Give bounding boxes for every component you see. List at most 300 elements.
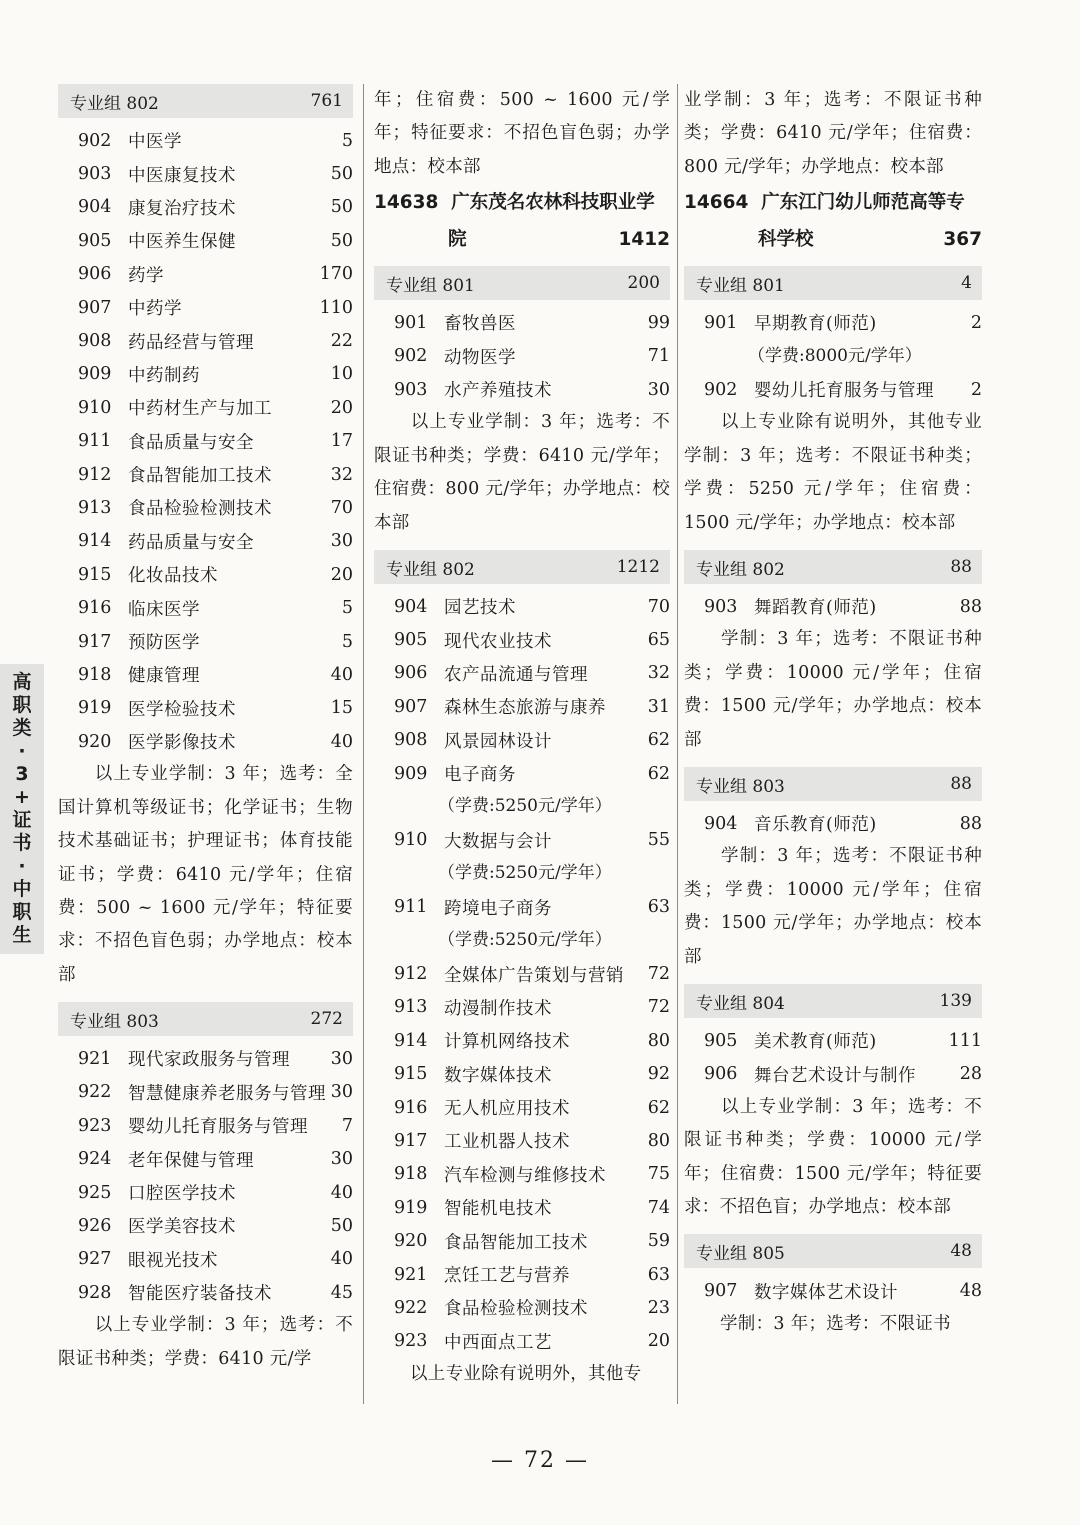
column-3	[684, 84, 982, 1341]
major-name: 动物医学	[444, 347, 516, 368]
major-row	[374, 1158, 670, 1191]
major-quota: 45	[330, 1282, 353, 1303]
major-code: 902	[394, 346, 428, 367]
major-row	[684, 807, 982, 840]
major-quota: 30	[330, 1149, 353, 1170]
major-row	[374, 590, 670, 623]
major-quota: 50	[330, 197, 353, 218]
major-name: 中西面点工艺	[444, 1332, 552, 1353]
major-quota: 80	[647, 1130, 670, 1151]
major-name: 园艺技术	[444, 598, 516, 619]
note-text: 以上专业学制：3 年；选考：不限证书种类；学费：6410 元/学年；住宿费：800 元/学年；办学地点：校本部	[374, 412, 670, 533]
major-quota: 48	[959, 1281, 982, 1302]
school-quota: 1412	[618, 229, 670, 251]
major-row	[374, 1224, 670, 1257]
major-name: 预防医学	[128, 633, 200, 654]
group-label: 专业组 802	[696, 559, 785, 580]
major-name: 医学美容技术	[128, 1217, 236, 1238]
major-quota: 5	[341, 631, 353, 652]
major-quota: 22	[330, 331, 353, 352]
major-quota: 110	[319, 297, 353, 318]
major-code: 922	[394, 1297, 428, 1318]
major-name: 美术教育(师范)	[754, 1032, 877, 1053]
major-name: 动漫制作技术	[444, 998, 552, 1019]
major-quota: 40	[330, 731, 353, 752]
side-tab-char: 职	[12, 694, 32, 716]
major-name: 食品质量与安全	[128, 432, 254, 453]
side-tab-char: ·	[18, 855, 26, 877]
major-row	[58, 558, 353, 591]
major-quota: 32	[330, 464, 353, 485]
major-row	[374, 757, 670, 790]
major-row	[58, 124, 353, 157]
major-quota: 28	[959, 1064, 982, 1085]
major-list-801	[374, 306, 670, 406]
major-code: 914	[78, 531, 112, 552]
major-name: 中医学	[128, 132, 182, 153]
group-label: 专业组 803	[70, 1011, 159, 1032]
major-name: 舞蹈教育(师范)	[754, 598, 877, 619]
major-row	[684, 306, 982, 339]
major-quota: 15	[330, 698, 353, 719]
major-list-804	[684, 1024, 982, 1091]
major-name: 智能医疗装备技术	[128, 1284, 272, 1305]
major-quota: 63	[647, 1264, 670, 1285]
side-tab-char: 类	[12, 717, 32, 739]
group-count: 272	[310, 1009, 343, 1030]
major-quota: 80	[647, 1030, 670, 1051]
major-code: 926	[78, 1215, 112, 1236]
major-quota: 62	[647, 730, 670, 751]
major-code: 902	[78, 130, 112, 151]
note-text: 以上专业学制：3 年；选考：全国计算机等级证书；化学证书；生物技术基础证书；护理证书；体育技能证书；学费：6410 元/学年；住宿费：500 ~ 1600 元/学年；特征要求：不招色盲色弱；办学地点：校本部	[58, 764, 353, 985]
major-quota: 20	[330, 397, 353, 418]
major-quota: 2	[970, 379, 982, 400]
major-quota: 20	[647, 1331, 670, 1352]
major-name: 水产养殖技术	[444, 381, 552, 402]
major-quota: 40	[330, 1182, 353, 1203]
major-code: 903	[704, 596, 738, 617]
group-count: 4	[961, 273, 972, 294]
major-quota: 30	[330, 1048, 353, 1069]
major-quota: 50	[330, 164, 353, 185]
major-name: 医学检验技术	[128, 699, 236, 720]
major-row	[374, 373, 670, 406]
major-code: 909	[78, 364, 112, 385]
group-header-804	[684, 984, 982, 1018]
school-code: 14664	[684, 192, 749, 214]
major-code: 918	[78, 664, 112, 685]
group-label: 专业组 805	[696, 1243, 785, 1264]
major-name: 婴幼儿托育服务与管理	[754, 381, 934, 402]
major-quota: 170	[319, 264, 353, 285]
group-count: 200	[627, 273, 660, 294]
section-side-tab	[0, 664, 44, 954]
major-row	[58, 1209, 353, 1242]
major-name: 婴幼儿托育服务与管理	[128, 1117, 308, 1138]
major-quota: 88	[959, 813, 982, 834]
major-row	[58, 258, 353, 291]
group-count: 48	[950, 1241, 972, 1262]
major-quota: 50	[330, 230, 353, 251]
major-code: 910	[78, 397, 112, 418]
major-name: 中药制药	[128, 365, 200, 386]
major-name: 畜牧兽医	[444, 314, 516, 335]
major-row	[374, 824, 670, 857]
major-code: 912	[394, 964, 428, 984]
major-code: 925	[78, 1182, 112, 1203]
major-code: 911	[394, 897, 428, 918]
major-quota: 30	[330, 531, 353, 552]
school-name: 广东茂名农林科技职业学	[451, 192, 655, 214]
major-code: 912	[78, 464, 112, 485]
side-tab-char: 高	[12, 671, 32, 693]
major-quota: 23	[647, 1297, 670, 1318]
major-code: 906	[704, 1064, 738, 1085]
major-name: 数字媒体艺术设计	[754, 1282, 898, 1303]
note-803	[58, 1309, 353, 1376]
major-row	[684, 590, 982, 623]
major-quota: 17	[330, 431, 353, 452]
note-text: 学制：3 年；选考：不限证书种类；学费：10000 元/学年；住宿费：1500 元/学年；办学地点：校本部	[684, 846, 982, 967]
major-name: 中药材生产与加工	[128, 399, 272, 420]
group-header-802	[684, 550, 982, 584]
major-code: 901	[394, 312, 428, 333]
major-quota: 59	[647, 1231, 670, 1252]
major-name: 音乐教育(师范)	[754, 815, 877, 836]
major-quota: 2	[970, 312, 982, 333]
school-code: 14638	[374, 192, 439, 214]
major-quota: 7	[341, 1115, 353, 1136]
page-number: — 72 —	[491, 1448, 589, 1473]
school-name-cont: 院	[448, 229, 467, 251]
major-row	[374, 724, 670, 757]
major-name: 药学	[128, 265, 164, 286]
major-code: 906	[78, 264, 112, 285]
major-quota: 65	[647, 630, 670, 651]
major-name: 药品经营与管理	[128, 332, 254, 353]
group-label: 专业组 802	[70, 93, 159, 114]
group-count: 88	[950, 557, 972, 578]
major-row	[374, 1124, 670, 1157]
major-quota: 70	[330, 497, 353, 518]
continued-text: 业学制：3 年；选考：不限证书种类；学费：6410 元/学年；住宿费：800 元/学年；办学地点：校本部	[684, 90, 982, 177]
major-row	[684, 373, 982, 406]
group-count: 761	[310, 91, 343, 111]
major-row	[374, 1258, 670, 1291]
major-name: 中医康复技术	[128, 165, 236, 186]
note-805	[684, 1308, 982, 1341]
major-name: 跨境电子商务	[444, 898, 552, 919]
major-code: 901	[704, 312, 738, 333]
major-quota: 10	[330, 364, 353, 385]
major-code: 913	[394, 997, 428, 1018]
major-code: 914	[394, 1030, 428, 1051]
major-name: 食品智能加工技术	[128, 466, 272, 487]
note-801	[374, 406, 670, 540]
major-code: 920	[394, 1231, 428, 1252]
major-name: 工业机器人技术	[444, 1132, 570, 1153]
major-quota: 5	[341, 130, 353, 151]
group-count: 139	[939, 991, 972, 1012]
major-name: 汽车检测与维修技术	[444, 1165, 606, 1186]
major-quota: 40	[330, 664, 353, 685]
major-row	[374, 657, 670, 690]
major-name: 电子商务	[444, 765, 516, 786]
major-code: 904	[394, 596, 428, 617]
major-code: 907	[78, 297, 112, 318]
major-code: 928	[78, 1282, 112, 1303]
major-name: 全媒体广告策划与营销	[444, 965, 624, 986]
group-count: 88	[950, 774, 972, 795]
major-code: 910	[394, 830, 428, 851]
major-code: 908	[394, 730, 428, 751]
column-2	[374, 84, 670, 1391]
major-quota: 99	[647, 312, 670, 333]
major-quota: 92	[647, 1064, 670, 1085]
major-code: 921	[394, 1264, 428, 1285]
major-code: 927	[78, 1249, 112, 1270]
group-header-801	[684, 266, 982, 300]
fee-note: （学费:5250元/学年）	[438, 863, 612, 884]
major-name: 眼视光技术	[128, 1250, 218, 1271]
major-row	[374, 891, 670, 924]
major-list-802a	[374, 590, 670, 757]
major-code: 905	[394, 630, 428, 651]
major-code: 908	[78, 331, 112, 352]
major-quota: 111	[948, 1030, 982, 1051]
major-code: 906	[394, 663, 428, 684]
side-tab-char: 书	[12, 832, 32, 854]
major-row	[374, 991, 670, 1024]
major-row	[58, 1076, 353, 1109]
major-row	[58, 591, 353, 624]
side-tab-char: 3	[15, 763, 29, 785]
note-801	[684, 406, 982, 540]
major-row	[58, 324, 353, 357]
fee-note: （学费:8000元/学年）	[748, 345, 922, 366]
major-row	[374, 1057, 670, 1090]
major-code: 924	[78, 1149, 112, 1170]
major-row	[374, 1191, 670, 1224]
major-code: 907	[394, 696, 428, 717]
group-label: 专业组 801	[696, 275, 785, 296]
major-name: 农产品流通与管理	[444, 664, 588, 685]
side-tab-char: ·	[18, 740, 26, 762]
major-code: 918	[394, 1164, 428, 1185]
major-row	[58, 224, 353, 257]
major-code: 917	[394, 1130, 428, 1151]
school-name-cont: 科学校	[758, 229, 814, 251]
major-code: 907	[704, 1281, 738, 1302]
major-quota: 55	[647, 830, 670, 851]
column-divider	[677, 84, 678, 1404]
major-quota: 71	[647, 346, 670, 367]
major-name: 智能机电技术	[444, 1199, 552, 1220]
note-802	[374, 1358, 670, 1391]
major-code: 905	[704, 1030, 738, 1051]
major-row	[58, 725, 353, 758]
major-quota: 20	[330, 564, 353, 585]
major-row	[374, 623, 670, 656]
major-code: 913	[78, 497, 112, 518]
major-row	[58, 458, 353, 491]
major-list-803	[58, 1042, 353, 1309]
note-803	[684, 840, 982, 974]
major-row	[58, 525, 353, 558]
side-tab-char: 职	[12, 901, 32, 923]
major-quota: 72	[647, 997, 670, 1018]
major-quota: 30	[647, 379, 670, 400]
major-row	[58, 692, 353, 725]
major-name: 数字媒体技术	[444, 1065, 552, 1086]
major-quota: 74	[647, 1197, 670, 1218]
note-text: 以上专业学制：3 年；选考：不限证书种类；学费：6410 元/学	[58, 1315, 353, 1369]
note-802	[684, 623, 982, 757]
major-row	[58, 1243, 353, 1276]
major-quota: 30	[330, 1082, 353, 1103]
major-row	[58, 191, 353, 224]
major-row	[684, 1024, 982, 1057]
major-name: 大数据与会计	[444, 831, 552, 852]
note-text: 以上专业除有说明外，其他专	[410, 1364, 642, 1384]
major-row	[58, 157, 353, 190]
major-quota: 63	[647, 897, 670, 918]
major-quota: 62	[647, 1097, 670, 1118]
major-name: 食品智能加工技术	[444, 1232, 588, 1253]
side-tab-char: 中	[12, 878, 32, 900]
major-code: 905	[78, 230, 112, 251]
column-1	[58, 84, 353, 1376]
major-name: 医学影像技术	[128, 733, 236, 754]
column-divider	[363, 84, 364, 1404]
major-row	[58, 1142, 353, 1175]
major-code: 922	[78, 1082, 112, 1103]
school-name: 广东江门幼儿师范高等专	[761, 192, 965, 214]
major-name: 现代家政服务与管理	[128, 1050, 290, 1071]
major-row	[58, 1042, 353, 1075]
note-text: 以上专业除有说明外，其他专业学制：3 年；选考：不限证书种类；学费：5250 元/学年；住宿费：1500 元/学年；办学地点：校本部	[684, 412, 982, 533]
fee-note: （学费:5250元/学年）	[438, 796, 612, 817]
major-name: 智慧健康养老服务与管理	[128, 1083, 326, 1104]
major-name: 烹饪工艺与营养	[444, 1266, 570, 1287]
major-name: 药品质量与安全	[128, 532, 254, 553]
group-header-803	[58, 1002, 353, 1036]
major-name: 舞台艺术设计与制作	[754, 1065, 916, 1086]
group-label: 专业组 801	[386, 275, 475, 296]
major-name: 森林生态旅游与康养	[444, 698, 606, 719]
major-quota: 5	[341, 598, 353, 619]
major-row	[58, 1109, 353, 1142]
group-header-802	[58, 84, 353, 118]
major-name: 计算机网络技术	[444, 1032, 570, 1053]
major-code: 923	[78, 1115, 112, 1136]
major-name: 化妆品技术	[128, 566, 218, 587]
major-list-802	[58, 124, 353, 758]
major-name: 临床医学	[128, 599, 200, 620]
group-header-802	[374, 550, 670, 584]
fee-note: （学费:5250元/学年）	[438, 929, 612, 950]
group-label: 专业组 803	[696, 776, 785, 797]
note-802	[58, 758, 353, 992]
major-row	[58, 1176, 353, 1209]
major-name: 健康管理	[128, 666, 200, 687]
major-row	[58, 358, 353, 391]
major-row	[58, 658, 353, 691]
major-code: 902	[704, 379, 738, 400]
note-text: 学制：3 年；选考：不限证书种类；学费：10000 元/学年；住宿费：1500 元/学年；办学地点：校本部	[684, 629, 982, 750]
major-row	[58, 1276, 353, 1309]
major-name: 食品检验检测技术	[128, 499, 272, 520]
major-name: 风景园林设计	[444, 731, 552, 752]
major-code: 911	[78, 431, 112, 452]
continued-text: 年；住宿费：500 ~ 1600 元/学年；特征要求：不招色盲色弱；办学地点：校本部	[374, 90, 670, 177]
major-row	[374, 340, 670, 373]
major-quota: 72	[647, 964, 670, 984]
major-code: 919	[78, 698, 112, 719]
major-row	[374, 690, 670, 723]
side-tab-char: +	[14, 786, 30, 808]
major-quota: 70	[647, 596, 670, 617]
note-text: 以上专业学制：3 年；选考：不限证书种类；学费：10000 元/学年；住宿费：1500 元/学年；特征要求：不招色盲；办学地点：校本部	[684, 1096, 982, 1218]
school-heading-14638	[374, 184, 670, 258]
school-quota: 367	[943, 229, 982, 251]
major-code: 904	[78, 197, 112, 218]
major-row	[374, 1091, 670, 1124]
major-row	[58, 491, 353, 524]
major-quota: 40	[330, 1249, 353, 1270]
major-name: 无人机应用技术	[444, 1099, 570, 1120]
major-row	[374, 1291, 670, 1324]
major-code: 921	[78, 1048, 112, 1069]
school-heading-14664	[684, 184, 982, 258]
major-name: 早期教育(师范)	[754, 314, 877, 335]
group-label: 专业组 802	[386, 559, 475, 580]
group-label: 专业组 804	[696, 993, 785, 1014]
major-code: 923	[394, 1331, 428, 1352]
major-code: 915	[394, 1064, 428, 1085]
major-row	[684, 1274, 982, 1307]
major-code: 916	[78, 598, 112, 619]
major-code: 903	[78, 164, 112, 185]
major-row	[58, 425, 353, 458]
major-code: 920	[78, 731, 112, 752]
side-tab-char: 证	[12, 809, 32, 831]
major-row	[58, 391, 353, 424]
major-name: 老年保健与管理	[128, 1150, 254, 1171]
major-name: 现代农业技术	[444, 631, 552, 652]
major-quota: 88	[959, 596, 982, 617]
major-quota: 75	[647, 1164, 670, 1185]
group-header-805	[684, 1234, 982, 1268]
major-name: 康复治疗技术	[128, 198, 236, 219]
note-804	[684, 1091, 982, 1225]
major-row	[58, 291, 353, 324]
major-name: 中医养生保健	[128, 232, 236, 253]
major-quota: 50	[330, 1215, 353, 1236]
major-name: 食品检验检测技术	[444, 1299, 588, 1320]
major-row	[374, 1325, 670, 1358]
major-quota: 32	[647, 663, 670, 684]
major-name: 中药学	[128, 299, 182, 320]
group-count: 1212	[616, 557, 660, 578]
major-code: 915	[78, 564, 112, 585]
major-code: 903	[394, 379, 428, 400]
major-code: 904	[704, 813, 738, 834]
major-row	[684, 1057, 982, 1090]
side-tab-char: 生	[12, 924, 32, 946]
major-list-802b	[374, 957, 670, 1358]
